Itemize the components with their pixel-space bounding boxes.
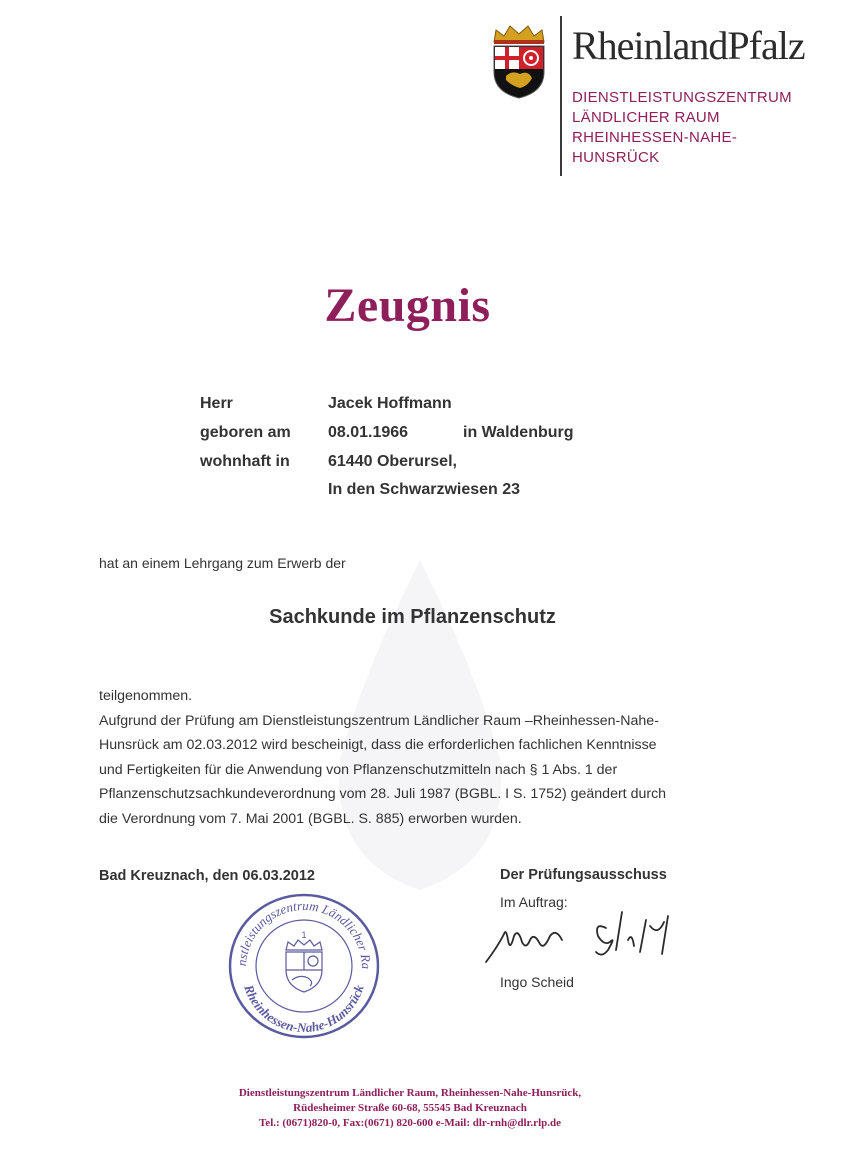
birth-place: in Waldenburg: [463, 424, 574, 441]
place-and-date: Bad Kreuznach, den 06.03.2012: [99, 868, 315, 884]
footer-line: Dienstleistungszentrum Ländlicher Raum, Rheinhessen-Nahe-Hunsrück,: [238, 1087, 582, 1099]
coat-of-arms-icon: [488, 24, 550, 100]
footer-line: Tel.: (0671)820-0, Fax:(0671) 820-600 e-Mail: dlr-rnh@dlr.rlp.de: [258, 1117, 561, 1129]
on-behalf-label: Im Auftrag:: [500, 894, 568, 910]
org-line: DIENSTLEISTUNGSZENTRUM: [572, 89, 792, 106]
born-label: geboren am: [200, 424, 291, 441]
residence-label: wohnhaft in: [200, 453, 290, 470]
birth-date: 08.01.1966: [328, 424, 409, 441]
address-line-1: 61440 Oberursel,: [328, 453, 457, 470]
body-line: teilgenommen.: [99, 688, 193, 704]
stamp-top-text: nstleistungszentrum Ländlicher Ra: [233, 897, 375, 970]
org-line: LÄNDLICHER RAUM: [572, 109, 720, 126]
signer-name: Ingo Scheid: [500, 974, 574, 990]
footer-address: [0, 1086, 820, 1131]
body-line: die Verordnung vom 7. Mai 2001 (BGBL. S. 885) erworben wurden.: [99, 810, 522, 827]
person-name: Jacek Hoffmann: [328, 395, 452, 412]
org-line: HUNSRÜCK: [572, 149, 660, 166]
signature-icon: [478, 906, 688, 968]
body-line: und Fertigkeiten für die Anwendung von Pflanzenschutzmitteln nach § 1 Abs. 1 der: [99, 761, 618, 778]
body-line: Hunsrück am 02.03.2012 wird bescheinigt, dass die erforderlichen fachlichen Kenntnisse: [99, 737, 657, 753]
course-subject: Sachkunde im Pflanzenschutz: [269, 606, 556, 628]
svg-text:Rheinhessen-Nahe-Hunsrück: [241, 982, 367, 1035]
stamp-bottom-text: Rheinhessen-Nahe-Hunsrück: [241, 982, 367, 1036]
address-line-2: In den Schwarzwiesen 23: [328, 481, 521, 498]
header-divider: [560, 16, 562, 176]
document-title: Zeugnis: [324, 279, 491, 332]
stamp-coat-of-arms-icon: [286, 940, 322, 992]
intro-text: hat an einem Lehrgang zum Erwerb der: [99, 555, 346, 571]
footer-line: Rüdesheimer Straße 60-68, 55545 Bad Kreuznach: [293, 1102, 527, 1114]
stamp-number: 1: [301, 930, 307, 940]
organization-name: [572, 88, 792, 168]
brand-name: RheinlandPfalz: [572, 23, 805, 68]
org-line: RHEINHESSEN-NAHE-: [572, 129, 738, 146]
body-line: Aufgrund der Prüfung am Dienstleistungszentrum Ländlicher Raum –Rheinhessen-Nahe-: [99, 712, 659, 729]
examination-committee: Der Prüfungsausschuss: [500, 867, 667, 883]
official-stamp: [226, 890, 382, 1040]
salutation-label: Herr: [200, 395, 233, 412]
body-line: Pflanzenschutzsachkundeverordnung vom 28. Juli 1987 (BGBL. I S. 1752) geändert durch: [99, 786, 667, 802]
certificate-body: [99, 684, 749, 831]
